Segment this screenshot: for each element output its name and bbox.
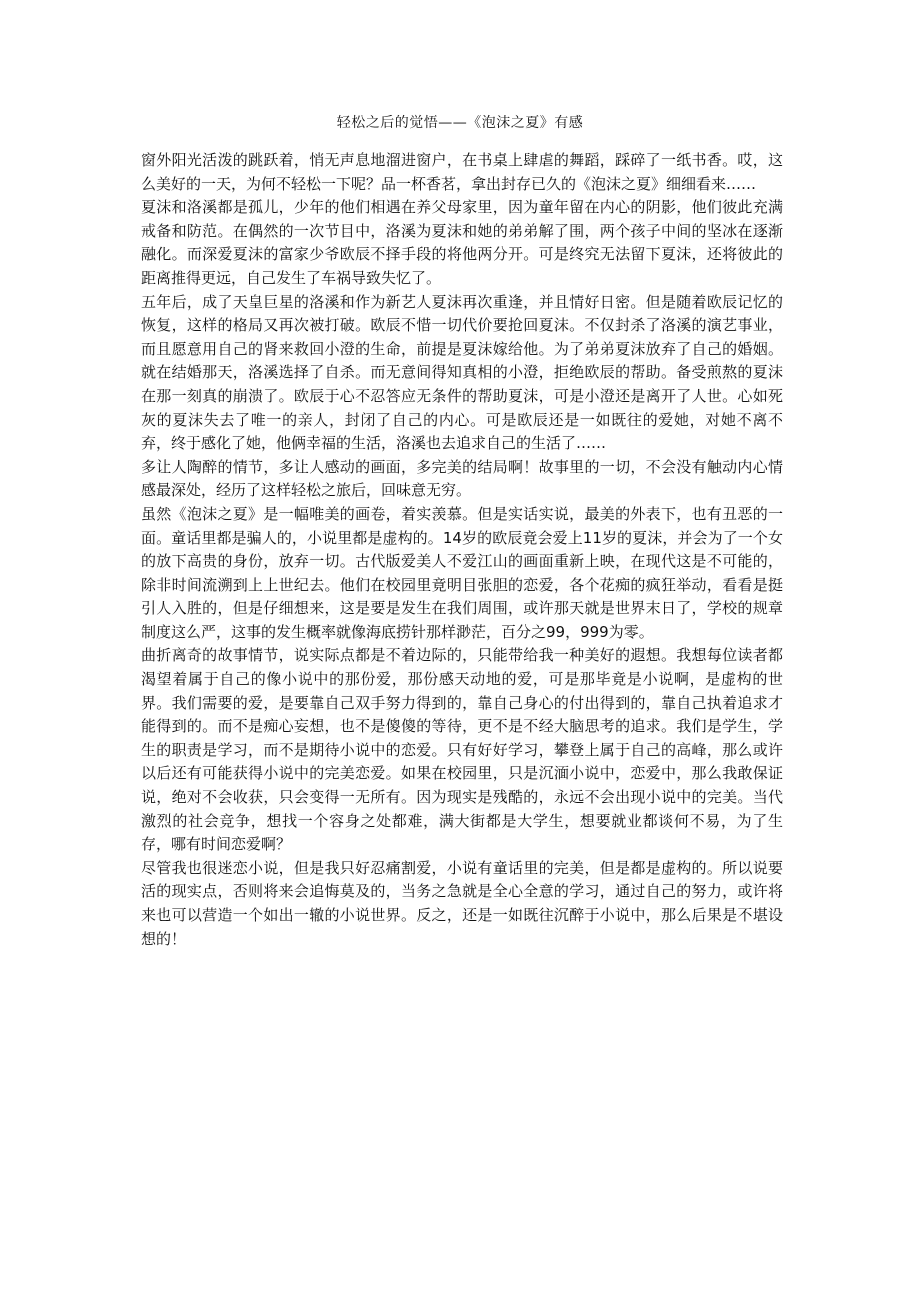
paragraph: 曲折离奇的故事情节，说实际点都是不着边际的，只能带给我一种美好的遐想。我想每位读者都渴望着属于自己的像小说中的那份爱，那份感天动地的爱，可是那毕竟是小说啊，是虚构的世界。我们需要的爱，是要靠自己双手努力得到的，靠自己身心的付出得到的，靠自己执着追求才能得到的。而不是痴心妄想，也不是傻傻的等待，更不是不经大脑思考的追求。我们是学生，学生的职责是学习，而不是期待小说中的恋爱。只有好好学习，攀登上属于自己的高峰，那么或许以后还有可能获得小说中的完美恋爱。如果在校园里，只是沉湎小说中，恋爱中，那么我敢保证说，绝对不会收获，只会变得一无所有。因为现实是残酷的，永远不会出现小说中的完美。当代激烈的社会竞争，想找一个容身之处都难，满大街都是大学生，想要就业都谈何不易，为了生存，哪有时间恋爱啊？ [141,646,783,854]
paragraph: 窗外阳光活泼的跳跃着，悄无声息地溜进窗户，在书桌上肆虐的舞蹈，踩碎了一纸书香。哎，这么美好的一天，为何不轻松一下呢？品一杯香茗，拿出封存已久的《泡沫之夏》细细看来…… [141,151,783,193]
paragraph: 虽然《泡沫之夏》是一幅唯美的画卷，着实羡慕。但是实话实说，最美的外表下，也有丑恶的一面。童话里都是骗人的，小说里都是虚构的。14岁的欧辰竟会爱上11岁的夏沫，并会为了一个女的放下高贵的身份，放弃一切。古代版爱美人不爱江山的画面重新上映，在现代这是不可能的，除非时间流溯到上上世纪去。他们在校园里竟明目张胆的恋爱，各个花痴的疯狂举动，看看是挺引人入胜的，但是仔细想来，这是要是发生在我们周围，或许那天就是世界末日了，学校的规章制度这么严，这事的发生概率就像海底捞针那样渺茫，百分之99，999为零。 [141,504,783,641]
paragraph: 夏沫和洛溪都是孤儿，少年的他们相遇在养父母家里，因为童年留在内心的阴影，他们彼此充满戒备和防范。在偶然的一次节目中，洛溪为夏沫和她的弟弟解了围，两个孩子中间的坚冰在逐渐融化。而深爱夏沫的富家少爷欧辰不择手段的将他两分开。可是终究无法留下夏沫，还将彼此的距离推得更远，自己发生了车祸导致失忆了。 [141,198,783,287]
paragraph: 尽管我也很迷恋小说，但是我只好忍痛割爱，小说有童话里的完美，但是都是虚构的。所以说要活的现实点，否则将来会追悔莫及的，当务之急就是全心全意的学习，通过自己的努力，或许将来也可以营造一个如出一辙的小说世界。反之，还是一如既往沉醉于小说中，那么后果是不堪设想的！ [141,858,783,948]
paragraph: 五年后，成了天皇巨星的洛溪和作为新艺人夏沫再次重逢，并且情好日密。但是随着欧辰记忆的恢复，这样的格局又再次被打破。欧辰不惜一切代价要抢回夏沫。不仅封杀了洛溪的演艺事业，而且愿意用自己的肾来救回小澄的生命，前提是夏沫嫁给他。为了弟弟夏沫放弃了自己的婚姻。就在结婚那天，洛溪选择了自杀。而无意间得知真相的小澄，拒绝欧辰的帮助。备受煎熬的夏沫在那一刻真的崩溃了。欧辰于心不忍答应无条件的帮助夏沫，可是小澄还是离开了人世。心如死灰的夏沫失去了唯一的亲人，封闭了自己的内心。可是欧辰还是一如既往的爱她，对她不离不弃，终于感化了她，他俩幸福的生活，洛溪也去追求自己的生活了…… [141,292,783,453]
document-title: 轻松之后的觉悟——《泡沫之夏》有感 [336,115,584,131]
paragraph: 多让人陶醉的情节，多让人感动的画面，多完美的结局啊！故事里的一切，不会没有触动内心情感最深处，经历了这样轻松之旅后，回味意无穷。 [141,457,783,500]
document-body [141,149,783,951]
